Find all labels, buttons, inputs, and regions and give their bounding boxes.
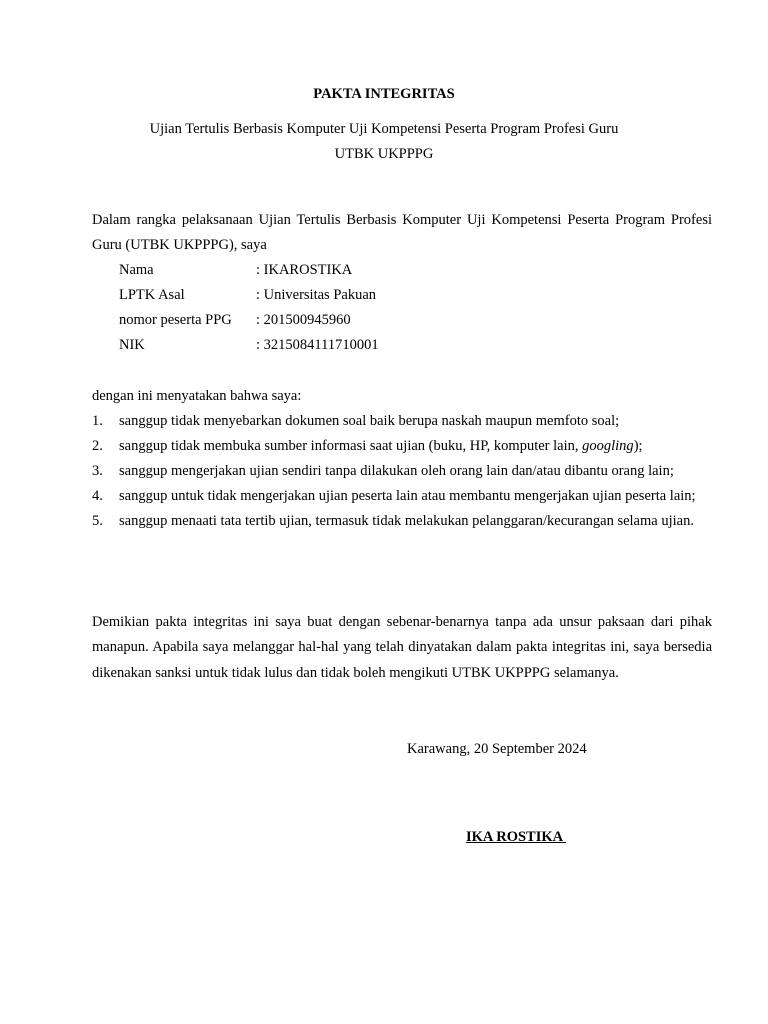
commitment-text: sanggup tidak menyebarkan dokumen soal baik berupa naskah maupun memfoto soal; <box>119 413 620 429</box>
identity-label: nomor peserta PPG <box>119 312 232 328</box>
commitment-item <box>92 409 712 434</box>
identity-value: : 3215084111710001 <box>256 337 379 353</box>
commitment-item <box>92 509 712 534</box>
identity-table <box>119 258 379 358</box>
identity-value: : Universitas Pakuan <box>256 287 377 303</box>
commitment-number: 5. <box>92 513 103 529</box>
closing-paragraph: Demikian pakta integritas ini saya buat dengan sebenar-benarnya tanpa ada unsur paksaan dari pihak manapun. Apabila saya melanggar hal-hal yang telah dinyatakan dalam pakta integritas ini, saya bersedia dikenakan sanksi untuk tidak lulus dan tidak boleh mengikuti UTBK UKPPPG selamanya. <box>92 614 712 681</box>
document-subtitle <box>0 117 768 167</box>
identity-value: : 201500945960 <box>256 312 351 328</box>
commitment-list <box>92 409 712 534</box>
identity-row <box>119 308 379 333</box>
subtitle-line-2: UTBK UKPPPG <box>334 146 434 162</box>
commitment-number: 2. <box>92 438 103 454</box>
commitment-number: 1. <box>92 413 103 429</box>
commitment-text-end: ); <box>633 438 643 454</box>
identity-label: NIK <box>119 337 145 353</box>
identity-value: : IKAROSTIKA <box>256 262 353 278</box>
identity-row <box>119 283 379 308</box>
commitment-text: sanggup mengerjakan ujian sendiri tanpa dilakukan oleh orang lain dan/atau dibantu orang lain; <box>119 463 674 479</box>
subtitle-line-1: Ujian Tertulis Berbasis Komputer Uji Kompetensi Peserta Program Profesi Guru <box>149 121 619 137</box>
commitment-text-italic: googling <box>582 438 634 454</box>
intro-paragraph: Dalam rangka pelaksanaan Ujian Tertulis Berbasis Komputer Uji Kompetensi Peserta Program Profesi Guru (UTBK UKPPPG), saya <box>92 212 712 253</box>
commitment-number: 3. <box>92 463 103 479</box>
document-title: PAKTA INTEGRITAS <box>313 86 455 102</box>
commitment-text: sanggup menaati tata tertib ujian, termasuk tidak melakukan pelanggaran/kecurangan selama ujian. <box>119 513 694 529</box>
commitment-item <box>92 484 712 509</box>
identity-label: Nama <box>119 262 154 278</box>
identity-row <box>119 258 379 283</box>
commitment-item <box>92 434 712 459</box>
identity-label: LPTK Asal <box>119 287 185 303</box>
commitment-text: sanggup tidak membuka sumber informasi saat ujian (buku, HP, komputer lain, <box>119 438 583 454</box>
commitment-item <box>92 459 712 484</box>
commitment-number: 4. <box>92 488 103 504</box>
statement-line: dengan ini menyatakan bahwa saya: <box>92 388 302 404</box>
commitment-text: sanggup untuk tidak mengerjakan ujian peserta lain atau membantu mengerjakan ujian peserta lain; <box>119 488 696 504</box>
identity-row <box>119 333 379 358</box>
signer-name: IKA ROSTIKA <box>466 829 566 845</box>
place-date: Karawang, 20 September 2024 <box>407 741 587 757</box>
